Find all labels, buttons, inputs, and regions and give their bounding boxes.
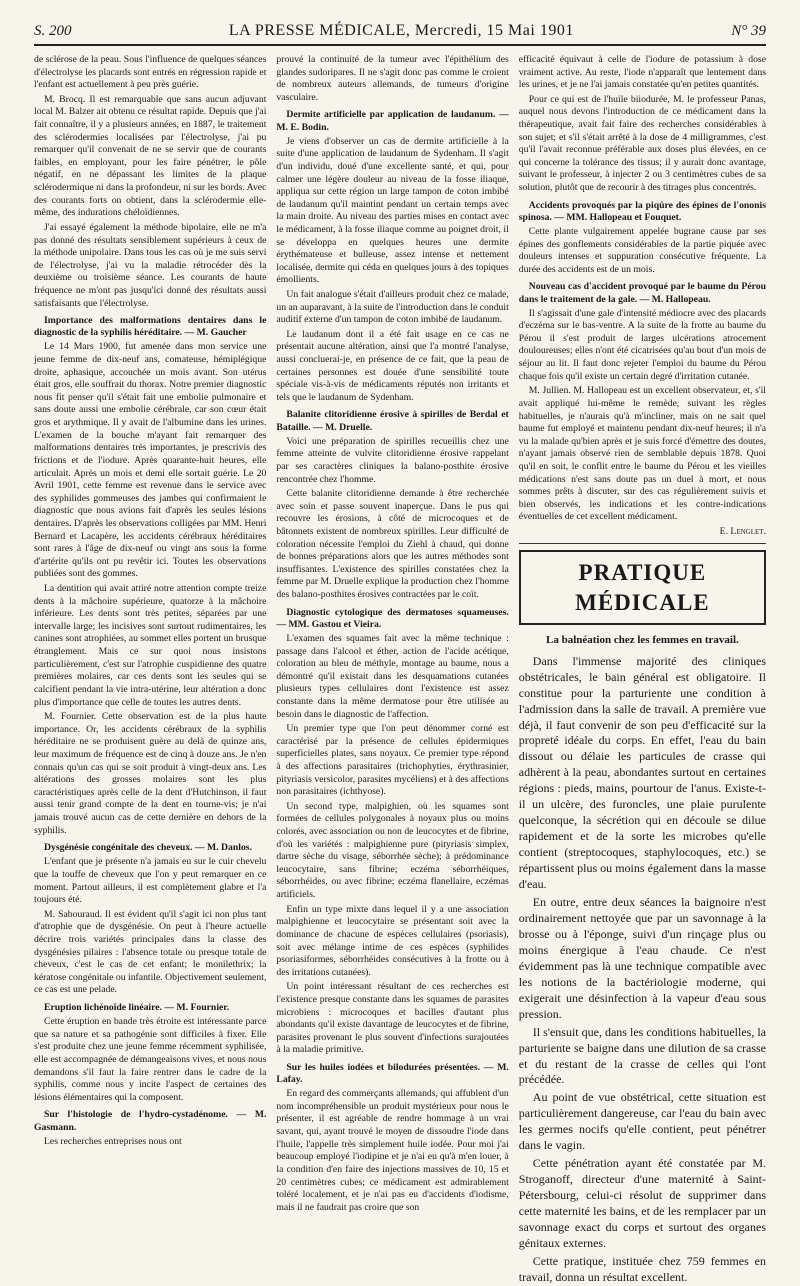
section-title: Nouveau cas d'accident provoqué par le baume du Pérou dans le traitement de la gale. — M. Hallopeau. [518,281,766,305]
section-title: Importance des malformations dentaires dans le diagnostic de la syphilis héréditaire. — M. Gaucher [34,315,267,339]
paragraph: Cette pratique, instituée chez 759 femmes en travail, donna un résultat excellent. [518,1253,766,1284]
paragraph: M. Fournier. Cette observation est de la plus haute importance. Or, les accidents cérébraux de la syphilis héréditaire ne se produisent guère au delà de quinze ans, leur maximum de fréquence est de cinq à douze ans. Je n'en connais qu'un cas qui se soit produit à vingt-deux ans. Les altérations des grosses molaires sont les plus caractéristiques après celle de la dent d'Hutchinson, il faut aussi tenir grand compte de la dent en tourne-vis; je n'ai jamais trouvé aucun cas de cette dernière en dehors de la syphilis. [34,711,267,836]
section-divider [519,543,766,544]
section-title: Dysgénésie congénitale des cheveux. — M. Danlos. [44,842,252,854]
paragraph: prouvé la continuité de la tumeur avec l'épithélium des glandes sudoripares. Il ne s'agit donc pas comme le croient de nombreux auteurs allemands, de tumeurs d'origine vasculaire. [276,54,509,103]
paragraph: Cette plante vulgairement appelée bugrane cause par ses épines des gonflements considérables de la partie piquée avec douleurs intenses et suppuration consécutive fréquente. La durée des accidents est de un mois. [518,225,766,275]
paragraph: Pour ce qui est de l'huile biiodurée, M. le professeur Panas, auquel nous devons l'introduction de ce médicament dans la thérapeutique, avait fait faire des recherches considérables à son sujet; et s'il s'était arrêté à la dose de 4 milligrammes, c'est qu'il l'avait reconnue préférable aux doses plus élevées, en ce qui concerne la tolérance des tissus; il y aurait donc avantage, suivant le professeur, à injecter 2 ou 3 centimètres cubes de sa solution, plutôt que de recourir à des titrages plus concentrés. [518,93,766,194]
column-2 [276,54,509,1213]
paragraph: Cette pénétration ayant été constatée par M. Stroganoff, directeur d'une maternité à Saint-Pétersbourg, celui-ci résolut de supprimer dans cette maternité les bains, et de les remplacer par un savonnage exact du corps et surtout des organes génitaux externes. [518,1156,766,1250]
paragraph: efficacité équivaut à celle de l'iodure de potassium à dose vraiment active. Au reste, l'iode n'apparaît que lentement dans les urines, et je ne l'ai jamais constatée qu'en petites quantités. [518,54,766,91]
paragraph: Un fait analogue s'était d'ailleurs produit chez ce malade, un an auparavant, à la suite de l'introduction dans le conduit auditif externe d'un tampon de coton imbibé de laudanum. [276,289,509,326]
paragraph: L'enfant que je présente n'a jamais eu sur le cuir chevelu que la touffe de cheveux que l'on y peut remarquer en ce moment. Partout ailleurs, il est complètement glabre et l'a toujours été. [34,856,267,906]
article-body [519,654,766,1286]
page-number: S. 200 [34,23,72,39]
paragraph: En outre, entre deux séances la baignoire n'est ordinairement nettoyée que par un savonnage à la brosse ou à l'éponge, suivi d'un rinçage plus ou moins énergique à l'eau chaude. Ce n'est évidemment pas là une technique compatible avec les notions de la bactériologie moderne, qui exigerait une désinfection à la vapeur d'eau sous pression. [518,894,766,1021]
article-subtitle: La balnéation chez les femmes en travail. [546,634,739,647]
paragraph: Cette balanite clitoridienne demande à être recherchée avec soin et passe souvent inaperçue. Dans le pus qui recouvre les érosions, à côté de microcoques et de bâtonnets existent de nombreux spirilles. Leur difficulté de coloration nécessite l'emploi du Ziehl à chaud, qui donne de bonnes préparations alors que les autres méthodes sont insuffisantes. L'existence des spirilles constatées chez la femme par M. Druelle explique la production chez l'homme des balano-posthites érosives contractées par le coït. [276,488,509,601]
paragraph: de sclérose de la peau. Sous l'influence de quelques séances d'électrolyse les placards sont entrés en régression rapide et l'enfant est actuellement à peu près guérie. [34,54,267,91]
author-signature: E. Lenglet. [719,526,766,537]
paragraph: Au point de vue obstétrical, cette situation est particulièrement dangereuse, car l'eau du bain avec les germes nocifs qu'elle contient, peut pénétrer dans le vagin. [518,1090,766,1153]
column-1 [34,54,267,1147]
page-header [34,22,766,46]
paragraph: M. Jullien. M. Hallopeau est un excellent observateur, et, s'il avait appliqué lui-même le remède, suivant les règles habituelles, je n'aurais qu'à m'incliner, mais on ne sait quel baume fut employé et maintenu pendant dix-neuf heures; il n'a vu la malade qu'bien après et je suis forcé d'émettre des doutes, n'ayant jamais observé rien de semblable depuis 1878. Quoi qu'il en soit, le conflit entre le baume du Pérou et les vieilles médications n'est sans doute pas un duel à mort, et nous sommes prêts à discuter, sur des cas régulièrement suivis et bien observés, les indications et les contre-indications éventuelles de cet excellent médicament. [518,385,766,523]
journal-title: LA PRESSE MÉDICALE, Mercredi, 15 Mai 1901 [228,22,574,39]
section-title: Dermite artificielle par application de laudanum. — M. E. Bodin. [276,109,509,133]
section-title: Sur l'histologie de l'hydro-cystadénome. — M. Gasmann. [34,1109,267,1133]
paragraph: Les recherches entreprises nous ont [44,1135,182,1147]
paragraph: Il s'ensuit que, dans les conditions habituelles, la parturiente se baigne dans une dilution de sa crasse et du restant de la crasse de celles qui l'ont précédée. [518,1024,766,1087]
paragraph: Il s'agissait d'une gale d'intensité médiocre avec des placards d'eczéma sur le bas-ventre. A la suite de la frotte au baume du Pérou il s'est produit de larges ulcérations atrocement douloureuses; elles n'ont été cicatrisées qu'au bout d'un mois de séjour au lit. Il faut donc rejeter l'emploi du baume du Pérou chaque fois qu'il existe un certain degré d'irritation cutanée. [518,307,766,382]
columns [34,54,766,1284]
pratique-medicale-heading: PRATIQUE MÉDICALE [519,550,766,626]
section-title: Accidents provoqués par la piqûre des épines de l'ononis spinosa. — MM. Hallopeau et Fouquet. [518,199,766,223]
paragraph: La dentition qui avait attiré notre attention compte treize dents à la mâchoire supérieure, quatorze à la mâchoire inférieure. Les dents sont très petites, séparées par une intervalle large; les incisives sont surtout rudimentaires, les canines sont atrophiées, au sommet elles portent un brusque étranglement. Mais ce sur quoi nous insistons particulièrement, c'est sur l'atrophie cuspidienne des quatre premières molaires, car ces dents sont les seules qui se calcifient pendant la vie intra-utérine, leur altération a donc plus d'importance que celle de toutes les autres dents. [34,583,267,708]
issue-number: N° 39 [731,23,766,39]
paragraph: Cette éruption en bande très étroite est intéressante parce que sa nature et sa pathogénie sont difficiles à fixer. Elle s'est produite chez une jeune femme récemment syphilisée, elle est accompagnée de démangeaisons vives, et nous nous demandons s'il faut la faire rentrer dans le cadre de la syphilis, comme nous y incite l'aspect de certaines des lésions élémentaires qui la composent. [34,1016,267,1103]
paragraph: Un second type, malpighien, où les squames sont formées de cellules polygonales à noyaux plus ou moins colorés, avec association ou non de leucocytes et de fibrine, d'où les variétés : malpighienne pure (pityriasis simplex, dartre sèche du visage, séborrhée sèche); à prédominance leucocytaire, sans fibrine; eczéma séborrhéiques, séborrhéides, ou avec fibrine; eczéma flanellaire, eczémas artificiels. [276,800,509,901]
paragraph: Enfin un type mixte dans lequel il y a une association malpighienne et leucocytaire se présentant soit avec la dominance de chacune de espèces cellulaires (psoriasis), soit avec mélange intime de ces espèces (syphilides psoriasiformes, séborrhéides consécutives à la frotte ou à des irritations cutanées). [276,903,509,978]
paragraph: Le laudanum dont il a été fait usage en ce cas ne présentait aucune altération, ainsi que l'a montré l'analyse, aussi concluerai-je, en présence de ce fait, que la peau de certaines personnes est douée d'une sensibilité toute spéciale vis-à-vis de médicaments réputés non irritants et tels que le laudanum de Sydenham. [276,328,509,403]
paragraph: Un point intéressant résultant de ces recherches est l'existence presque constante dans les squames de parasites microbiens : microcoques et bacilles d'autant plus abondants qu'il existe davantage de leucocytes et de fibrine, parasites provenant le plus souvent d'infections surajoutées à la maladie primitive. [276,981,509,1056]
paragraph: Dans l'immense majorité des cliniques obstétricales, le bain général est obligatoire. Il constitue pour la parturiente une condition à l'admission dans la salle de travail. A première vue déjà, il faut convenir de son peu d'efficacité sur la propreté idéale du corps. En effet, l'eau du bain dissout ou délaie les particules de crasse qui adhèrent à la peau, abondantes surtout en certaines régions : pieds, mains, pourtour de l'anus. Existe-t-il un ulcère, des furoncles, une plaie purulente quelconque, la sécrétion qui en découle se dilue rapidement et de la sorte les microbes qu'elle contient (streptocoques, staphylocoques, etc.) se répartissent plus ou moins également dans la masse d'eau. [518,653,766,892]
paragraph: En regard des commerçants allemands, qui affublent d'un nom incompréhensible un produit mystérieux pour nous le présenter, il est agréable de rendre hommage à un vrai savant, qui, ayant trouvé le moyen de dissoudre l'iode dans l'huile, l'appelle très simplement huile iodée. Pour moi j'ai beaucoup employé l'iodipine et je n'ai eu qu'à m'en louer, à la condition d'en faire des injections massives de 10, 15 et 20 centimètres cubes; ce médicament est admirablement toléré localement, et je n'ai pas eu d'accidents d'iodisme, mais il ne faudrait pas croire que son [276,1088,509,1213]
section-title: Sur les huiles iodées et bilodurées présentées. — M. Lafay. [276,1062,509,1086]
section-title: Balanite clitoridienne érosive à spirilles de Berdal et Bataille. — M. Druelle. [276,409,509,433]
section-title: Diagnostic cytologique des dermatoses squameuses. — MM. Gastou et Vieira. [276,606,509,630]
paragraph: Le 14 Mars 1900, fut amenée dans mon service une jeune femme de dix-neuf ans, comateuse, hémiplégique droite, aphasique, accouchée un mois avant. Son utérus était gros, elle souffrait du thorax. Notre premier diagnostic nous fit penser qu'il s'était fait une embolie pulmonaire et sans doute aussi une embolie cérébrale, car son cœur était gros et arythmique. Il y avait de l'albumine dans les urines. L'examen de la bouche m'ayant fait remarquer des malformations dentaires très importantes, je prescrivis des frictions et de l'iodure. Après quarante-huit heures, elle articulait. Après un mois et demi elle sortait guérie. Le 20 Avril 1901, cette femme est revenue dans le service avec des syphilides gommeuses des jambes qui confirmaient le diagnostic que nous avions fait d'après les seules lésions dentaires. D'après les observations colligées par MM. Henri Bernard et Lacapère, les accidents cérébraux héréditaires sont rares à l'âge de dix-neuf ou vingt ans sous la forme d'artérite qu'ils ont pu revêtir ici. Toutes les observations publiées sont des gommes. [34,341,267,580]
paragraph: J'ai essayé également la méthode bipolaire, elle ne m'a pas donné des résultats sensiblement supérieurs à ceux de la méthode unipolaire. Dans tous les cas où je me suis servi de l'électrolyse, j'ai vu la maladie rétrocéder dès la deuxième ou troisième séance. Les courants de haute fréquence ne m'ont pas jusqu'ici donné des résultats aussi satisfaisants que l'électrolyse. [34,221,267,309]
paragraph: M. Sabouraud. Il est évident qu'il s'agit ici non plus tant d'atrophie que de dysgénésie. On peut à l'heure actuelle décrire trois variétés principales dans la classe des dysgénésies pilaires : l'absence totale ou presque totale de cheveux, c'est le cas de cet enfant; le monilethrix; la kératose congénitale ou infantile. Objectivement seulement, ce cas est une pelade. [34,908,267,996]
section-title: Eruption lichénoïde linéaire. — M. Fournier. [44,1002,230,1014]
paragraph: Je viens d'observer un cas de dermite artificielle à la suite d'une application de laudanum de Sydenham. Il s'agit d'un individu, doué d'une excellente santé, et qui, pour calmer une légère douleur au niveau de la fosse iliaque, appliqua sur cette région un large tampon de coton imbibé de laudanum qu'il maintint pendant un certain temps avec la main droite. Au niveau des parties mises en contact avec le médicament, à la fosse iliaque comme au poignet droit, il se développa en quelques heures une dermite érythémateuse et bulleuse, assez intense et nettement localisée, dermite qui céda en quelques jours à des topiques émollients. [276,135,509,286]
paragraph: L'examen des squames fait avec la même technique : passage dans l'alcool et éther, action de l'acide acétique, coloration au bleu de méthyle, montage au baume, nous a démontré qu'il existait dans les desquamations cutanées plusieurs types cellulaires dont l'existence est assez constante dans la même dermatose pour être utilisée au besoin dans le diagnostic de l'affection. [276,632,509,720]
paragraph: M. Brocq. Il est remarquable que sans aucun adjuvant local M. Balzer ait obtenu ce résultat rapide. Depuis que j'ai fait connaître, il y a plusieurs années, en 1887, le traitement des sclérodermies localisées par l'électrolyse, j'ai pu remarquer qu'il convenait de ne se servir que de courants faibles, en employant, pour les faire pénétrer, le pôle négatif, en ne dépassant les limites de la plaque sclérodermique ni dans la profondeur, ni sur les bords. Avec des courants forts on obtient, dans la sclérodermie elle-même, des indurations chéloïdiennes. [34,93,267,219]
paragraph: Voici une préparation de spirilles recueillis chez une femme atteinte de vulvite clitoridienne érosive rappelant par ses caractères cliniques la balano-posthite érosive rencontrée chez l'homme. [276,435,509,485]
column-3 [518,54,766,1284]
paragraph: Un premier type que l'on peut dénommer corné est caractérisé par la présence de cellules épidermiques superficielles plates, sans noyaux. Ce premier type répond à des affections parasitaires (trichophyties, érythrasinier, pityriasis versicolor, parasites mycéliens) et à des affections non parasitaires (ichthyose). [276,723,509,798]
